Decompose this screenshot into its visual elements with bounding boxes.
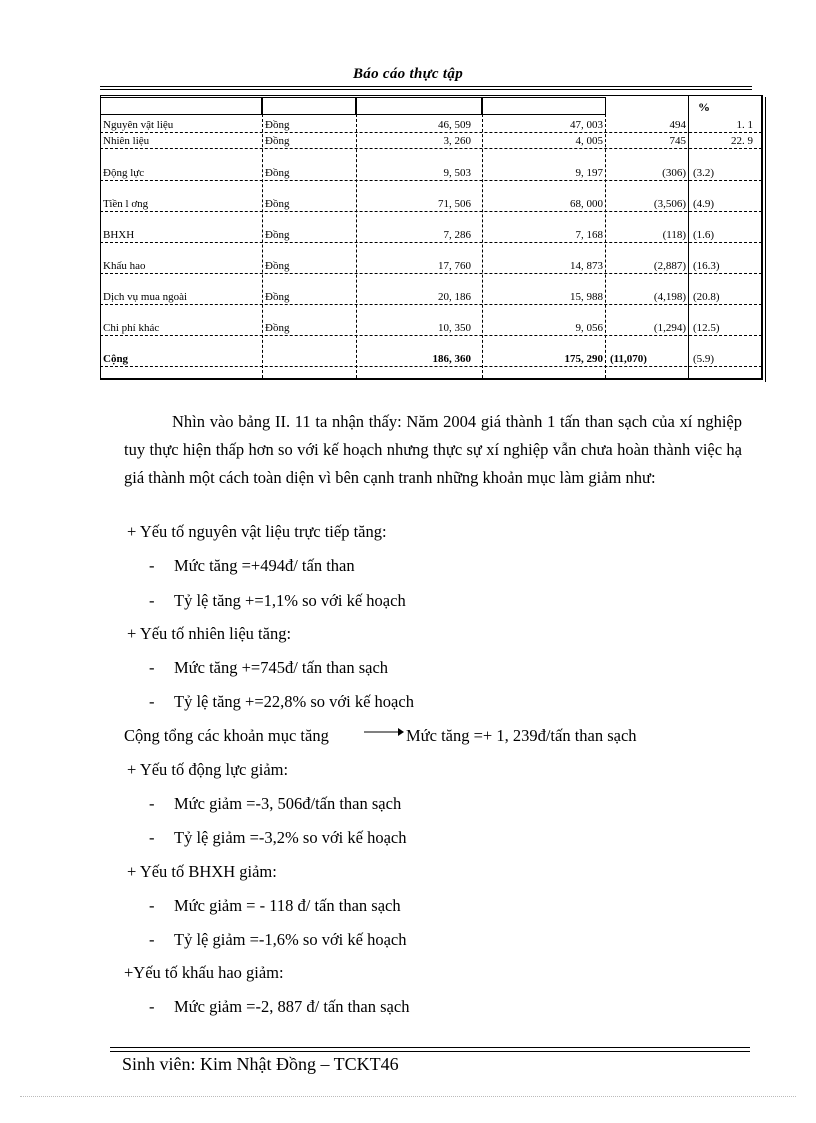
value-cell: 46, 509 (438, 119, 471, 131)
footer-text: Sinh viên: Kim Nhật Đồng – TCKT46 (122, 1054, 399, 1074)
unit-cell: Đồng (265, 260, 290, 272)
unit-cell: Đồng (265, 135, 290, 147)
bullet-dash: - (149, 828, 155, 847)
value-cell: 71, 506 (438, 198, 471, 210)
value-cell: 20, 186 (438, 291, 471, 303)
bullet-dash: - (149, 794, 155, 813)
table-row (100, 319, 762, 336)
table-header-cell (482, 97, 606, 115)
total-right-text: Mức tăng =+ 1, 239đ/tấn than sạch (406, 726, 637, 745)
bullet-text: Mức giảm = - 118 đ/ tấn than sạch (174, 896, 401, 915)
diff-cell: 745 (669, 135, 686, 147)
unit-cell: Đồng (265, 291, 290, 303)
bullet-dash: - (149, 556, 155, 575)
header-rule (100, 86, 752, 87)
bullet-text: Mức tăng =+494đ/ tấn than (174, 556, 355, 575)
bullet-text: Mức giảm =-2, 887 đ/ tấn than sạch (174, 997, 410, 1016)
value-cell: 15, 988 (570, 291, 603, 303)
footer-rule (110, 1051, 750, 1052)
pct-cell: 1. 1 (736, 119, 753, 131)
table-header-cell (262, 97, 356, 115)
item-heading: + Yếu tố nguyên vật liệu trực tiếp tăng: (127, 522, 387, 541)
paragraph-text: Nhìn vào bảng II. 11 ta nhận thấy: Năm 2004 giá thành 1 tấn than sạch của xí nghiệp tuy thực hiện thấp hơn so với kế hoạch nhưng thực sự xí nghiệp vẫn chưa hoàn thành việc hạ giá thành một cách toàn diện vì bên cạnh tranh những khoản mục làm giảm như: (124, 412, 742, 487)
bullet-dash: - (149, 692, 155, 711)
unit-cell: Đồng (265, 119, 290, 131)
value-cell: 3, 260 (443, 135, 471, 147)
right-arrow-icon (364, 726, 404, 738)
pct-cell: (1.6) (693, 229, 715, 241)
pct-cell: (16.3) (693, 260, 720, 272)
value-cell: 186, 360 (432, 353, 471, 365)
item-heading: + Yếu tố nhiên liệu tăng: (127, 624, 292, 643)
footer-rule (110, 1047, 750, 1048)
diff-cell: (4,198) (653, 291, 686, 303)
item-heading: +Yếu tố khấu hao giảm: (124, 963, 284, 982)
value-cell: 9, 503 (443, 167, 471, 179)
bullet-dash: - (149, 658, 155, 677)
unit-cell: Đồng (265, 198, 290, 210)
item-cell: Khấu hao (103, 260, 146, 272)
item-cell: Tiền l ơng (103, 198, 149, 210)
pct-cell: 22. 9 (731, 135, 753, 147)
value-cell: 9, 197 (575, 167, 603, 179)
bullet-text: Tỷ lệ giảm =-3,2% so với kế hoạch (174, 828, 407, 847)
diff-cell: 494 (669, 119, 686, 131)
item-cell: Động lực (103, 167, 145, 179)
table-row (100, 164, 762, 181)
page-header-title: Báo cáo thực tập (352, 66, 464, 82)
item-cell: Dịch vụ mua ngoài (103, 291, 188, 303)
item-heading: + Yếu tố động lực giảm: (127, 760, 289, 779)
bullet-dash: - (149, 997, 155, 1016)
pct-cell: (5.9) (693, 353, 715, 365)
table-row (100, 226, 762, 243)
percent-header: % (698, 100, 710, 114)
bullet-dash: - (149, 896, 155, 915)
diff-cell: (11,070) (610, 353, 647, 365)
value-cell: 4, 005 (575, 135, 603, 147)
value-cell: 7, 168 (575, 229, 603, 241)
item-heading: + Yếu tố BHXH giảm: (127, 862, 277, 881)
total-left-text: Cộng tổng các khoản mục tăng (124, 726, 329, 745)
column-divider (482, 114, 483, 378)
value-cell: 175, 290 (564, 353, 603, 365)
column-divider (356, 114, 357, 378)
diff-cell: (1,294) (653, 322, 686, 334)
diff-cell: (306) (662, 167, 686, 179)
value-cell: 7, 286 (443, 229, 471, 241)
value-cell: 68, 000 (570, 198, 603, 210)
table-row (100, 195, 762, 212)
pct-cell: (20.8) (693, 291, 720, 303)
table-row (100, 116, 762, 133)
value-cell: 10, 350 (438, 322, 471, 334)
item-cell: Nguyên vật liệu (103, 119, 174, 131)
pct-cell: (3.2) (693, 167, 715, 179)
bullet-text: Mức giảm =-3, 506đ/tấn than sạch (174, 794, 402, 813)
table-row-total (100, 350, 762, 367)
page-edge-divider (20, 1096, 796, 1097)
value-cell: 47, 003 (570, 119, 603, 131)
unit-cell: Đồng (265, 229, 290, 241)
item-cell: Chi phí khác (103, 322, 160, 334)
unit-cell: Đồng (265, 167, 290, 179)
table-border (765, 97, 766, 382)
table-header-cell (100, 97, 262, 115)
diff-cell: (118) (662, 229, 686, 241)
cost-table (100, 95, 766, 385)
bullet-dash: - (149, 930, 155, 949)
bullet-dash: - (149, 591, 155, 610)
bullet-text: Tỷ lệ tăng +=22,8% so với kế hoạch (174, 692, 414, 711)
table-row (100, 257, 762, 274)
pct-cell: (4.9) (693, 198, 715, 210)
bullet-text: Tỷ lệ tăng +=1,1% so với kế hoạch (174, 591, 406, 610)
table-border (100, 378, 763, 380)
item-cell: Nhiên liệu (103, 135, 150, 147)
item-cell: BHXH (103, 229, 135, 241)
bullet-text: Tỷ lệ giảm =-1,6% so với kế hoạch (174, 930, 407, 949)
bullet-text: Mức tăng +=745đ/ tấn than sạch (174, 658, 389, 677)
value-cell: 17, 760 (438, 260, 471, 272)
value-cell: 9, 056 (575, 322, 603, 334)
table-border (100, 95, 763, 96)
header-rule (100, 89, 752, 90)
item-cell: Cộng (103, 353, 129, 365)
pct-cell: (12.5) (693, 322, 720, 334)
column-divider (605, 114, 606, 378)
diff-cell: (3,506) (653, 198, 686, 210)
column-divider (262, 114, 263, 378)
analysis-paragraph (124, 408, 742, 492)
table-row (100, 288, 762, 305)
value-cell: 14, 873 (570, 260, 603, 272)
diff-cell: (2,887) (653, 260, 686, 272)
table-row (100, 132, 762, 149)
unit-cell: Đồng (265, 322, 290, 334)
table-header-cell (356, 97, 482, 115)
